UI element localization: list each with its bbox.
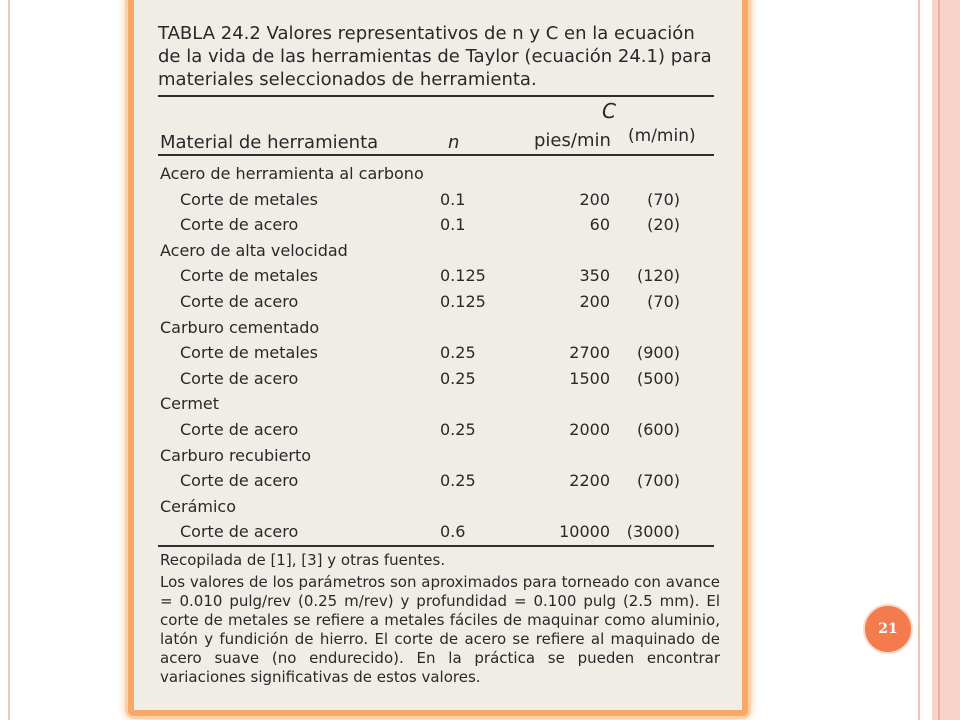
n-value-cell: 0.25 [440,420,476,439]
c-m-per-min-cell: (70) [647,189,680,209]
material-cell: Acero de alta velocidad [160,240,348,260]
header-n: n [448,132,460,153]
left-divider-line [8,0,10,720]
material-cell: Corte de acero [180,420,299,439]
n-value-cell: 0.25 [440,368,476,388]
c-m-per-min-cell: (120) [636,266,680,286]
slide-number-badge: 21 [863,604,913,654]
c-ft-per-min-cell: 1500 [569,368,610,388]
material-cell: Cerámico [160,496,237,516]
table-row [134,292,734,314]
table-row [134,522,734,544]
table-row [134,266,734,288]
header-c-ft: pies/min [534,130,611,151]
c-ft-per-min-cell: 60 [589,215,610,235]
material-cell: Corte de acero [180,215,299,235]
c-m-per-min-cell: (500) [636,368,680,388]
table-source-note: Recopilada de [1], [3] y otras fuentes. [160,551,446,569]
c-m-per-min-cell: (600) [636,420,680,439]
material-cell: Carburo cementado [160,317,320,337]
caption-rule [158,95,714,97]
n-value-cell: 0.1 [440,189,466,209]
material-group-row [134,446,734,468]
table-row [134,190,734,212]
material-cell: Acero de herramienta al carbono [160,164,424,183]
material-cell: Corte de metales [180,343,318,363]
c-ft-per-min-cell: 2700 [569,343,610,363]
header-c-m: (m/min) [628,126,696,146]
c-ft-per-min-cell: 350 [579,266,610,286]
c-ft-per-min-cell: 2200 [569,471,610,491]
n-value-cell: 0.25 [440,343,476,363]
header-rule [158,154,714,156]
table-row [134,471,734,493]
material-group-row [134,497,734,519]
material-group-row [134,164,734,186]
c-ft-per-min-cell: 200 [579,292,610,311]
c-ft-per-min-cell: 10000 [559,522,610,542]
table-row [134,369,734,391]
c-m-per-min-cell: (900) [636,343,680,363]
header-material: Material de herramienta [160,132,379,153]
n-value-cell: 0.125 [440,266,486,286]
c-m-per-min-cell: (20) [647,215,680,235]
c-ft-per-min-cell: 2000 [569,420,610,439]
table-row [134,420,734,442]
header-c-group: C [602,99,616,123]
n-value-cell: 0.6 [440,522,466,542]
table-row [134,215,734,237]
table-image-card [128,0,748,716]
material-cell: Corte de acero [180,368,299,388]
material-cell: Cermet [160,394,220,414]
material-group-row [134,394,734,416]
c-m-per-min-cell: (700) [636,471,680,491]
material-cell: Corte de acero [180,471,299,491]
table-footnote: Los valores de los parámetros son aproximados para torneado con avance = 0.010 pulg/rev (0.25 m/rev) y profundidad = 0.100 pulg (2.5 mm). El corte de metales se refiere a metales fáciles de maquinar como aluminio, latón y fundición de hierro. El corte de acero se refiere al maquinado de acero suave (no endurecido). En la práctica se pueden encontrar variaciones significativas de estos valores. [160,573,720,686]
material-group-row [134,241,734,263]
n-value-cell: 0.1 [440,215,466,235]
material-cell: Corte de metales [180,189,318,209]
material-cell: Corte de metales [180,266,318,286]
table-caption: TABLA 24.2 Valores representativos de n y C en la ecuación de la vida de las herramientas de Taylor (ecuación 24.1) para materiales seleccionados de herramienta. [158,23,712,90]
n-value-cell: 0.25 [440,471,476,491]
right-decorative-stripes [918,0,960,720]
c-ft-per-min-cell: 200 [579,189,610,209]
table-row [134,343,734,365]
material-cell: Corte de acero [180,292,299,311]
material-group-row [134,318,734,340]
c-m-per-min-cell: (70) [647,292,680,311]
c-m-per-min-cell: (3000) [626,522,680,542]
material-cell: Corte de acero [180,522,299,542]
n-value-cell: 0.125 [440,292,486,311]
material-cell: Carburo recubierto [160,445,312,465]
table-bottom-rule [158,545,714,547]
